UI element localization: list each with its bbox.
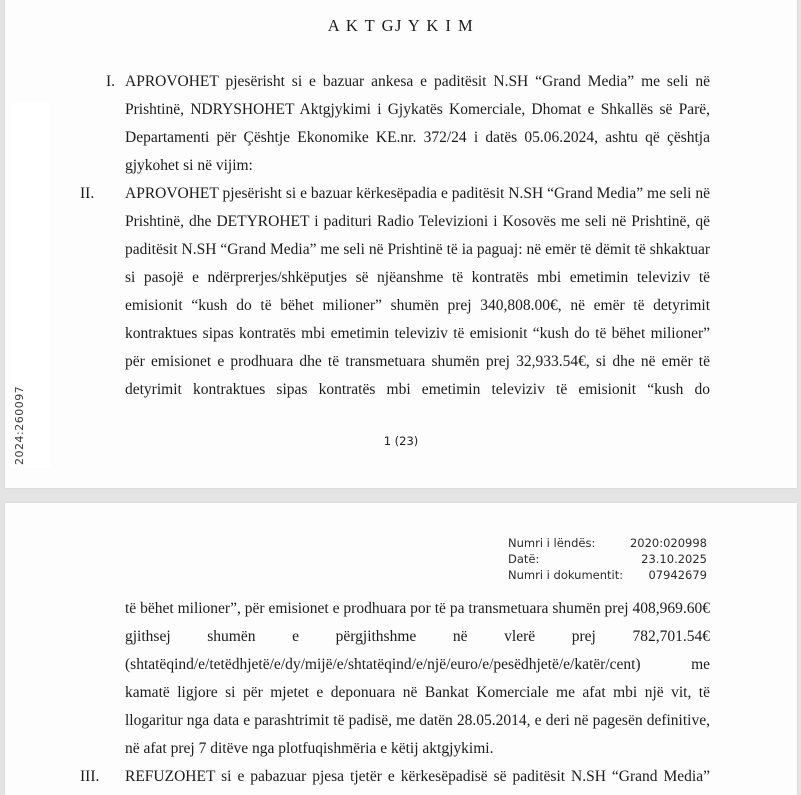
case-reference-vertical: 2024:260097 (13, 385, 26, 465)
item-3-text: REFUZOHET si e pabazuar pjesa tjetër e kërkesëpadisë së paditësit N.SH “Grand Media” (125, 768, 710, 785)
header-row-case-number (508, 535, 707, 551)
date-value: 23.10.2025 (641, 552, 707, 566)
item-1-numeral: I. (105, 73, 115, 90)
date-label: Datë: (508, 552, 540, 566)
document-number-label: Numri i dokumentit: (508, 568, 624, 582)
judgment-item-1 (105, 68, 710, 180)
page2-text-column (80, 595, 710, 791)
item-2-continuation (125, 595, 710, 763)
document-title: A K T GJ Y K I M (327, 16, 475, 35)
judgment-item-3 (80, 763, 710, 791)
item-2-numeral: II. (80, 185, 95, 202)
item-3-numeral: III. (80, 768, 100, 785)
case-header-block (508, 535, 707, 583)
document-page-2 (5, 503, 797, 795)
page1-text-column (80, 68, 710, 404)
document-number-value: 07942679 (648, 568, 707, 582)
item-2-text: APROVOHET pjesërisht si e bazuar kërkesëpadia e paditësit N.SH “Grand Media” me seli në Prishtinë, dhe DETYROHET i padituri Radio Televizioni i Kosovës me seli në Prishtinë, që paditësit N.SH “Grand Media” me seli në Prishtinë të ia paguaj: në emër të dëmit të shkaktuar si pasojë e ndërprerjes/shkëputjes së njëanshme të kontratës mbi emetimin televiziv të emisionit “kush do të bëhet milioner” shumën prej 340,808.00€, në emër të detyrimit kontraktues sipas kontratës mbi emetimin televiziv të emisionit “kush do të bëhet milioner” për emisionet e prodhuara dhe të transmetuara shumën prej 32,933.54€, si dhe në emër të detyrimit kontraktues sipas kontratës mbi emetimin televiziv të emisionit “kush do (125, 185, 710, 398)
case-number-label: Numri i lëndës: (508, 536, 596, 550)
item-2-continuation-text: të bëhet milioner”, për emisionet e prodhuara por të pa transmetuara shumën prej 408,969.60€ gjithsej shumën e përgjithshme në vlerë prej 782,701.54€ (shtatëqind/e/tetëdhjetë/e/dy/mijë/e/shtatëqind/e/një/euro/e/pesëdhjetë/e/katër/cent) me kamatë ligjore si për mjetet e deponuara në Bankat Komerciale me afat mbi një vit, të llogaritur nga data e parashtrimit të padisë, me datën 28.05.2014, e deri në pagesën definitive, në afat prej 7 ditëve nga plotfuqishmëria e këtij aktgjykimi. (125, 600, 710, 757)
page-number: 1 (23) (383, 434, 419, 448)
document-page-1 (5, 0, 797, 488)
header-row-document-number (508, 567, 707, 583)
judgment-item-2 (80, 180, 710, 404)
header-row-date (508, 551, 707, 567)
item-1-text: APROVOHET pjesërisht si e bazuar ankesa e paditësit N.SH “Grand Media” me seli në Prishtinë, NDRYSHOHET Aktgjykimi i Gjykatës Komerciale, Dhomat e Shkallës së Parë, Departamenti për Çështje Ekonomike KE.nr. 372/24 i datës 05.06.2024, ashtu që çështja gjykohet si në vijim: (125, 73, 710, 174)
case-number-value: 2020:020998 (629, 536, 707, 550)
